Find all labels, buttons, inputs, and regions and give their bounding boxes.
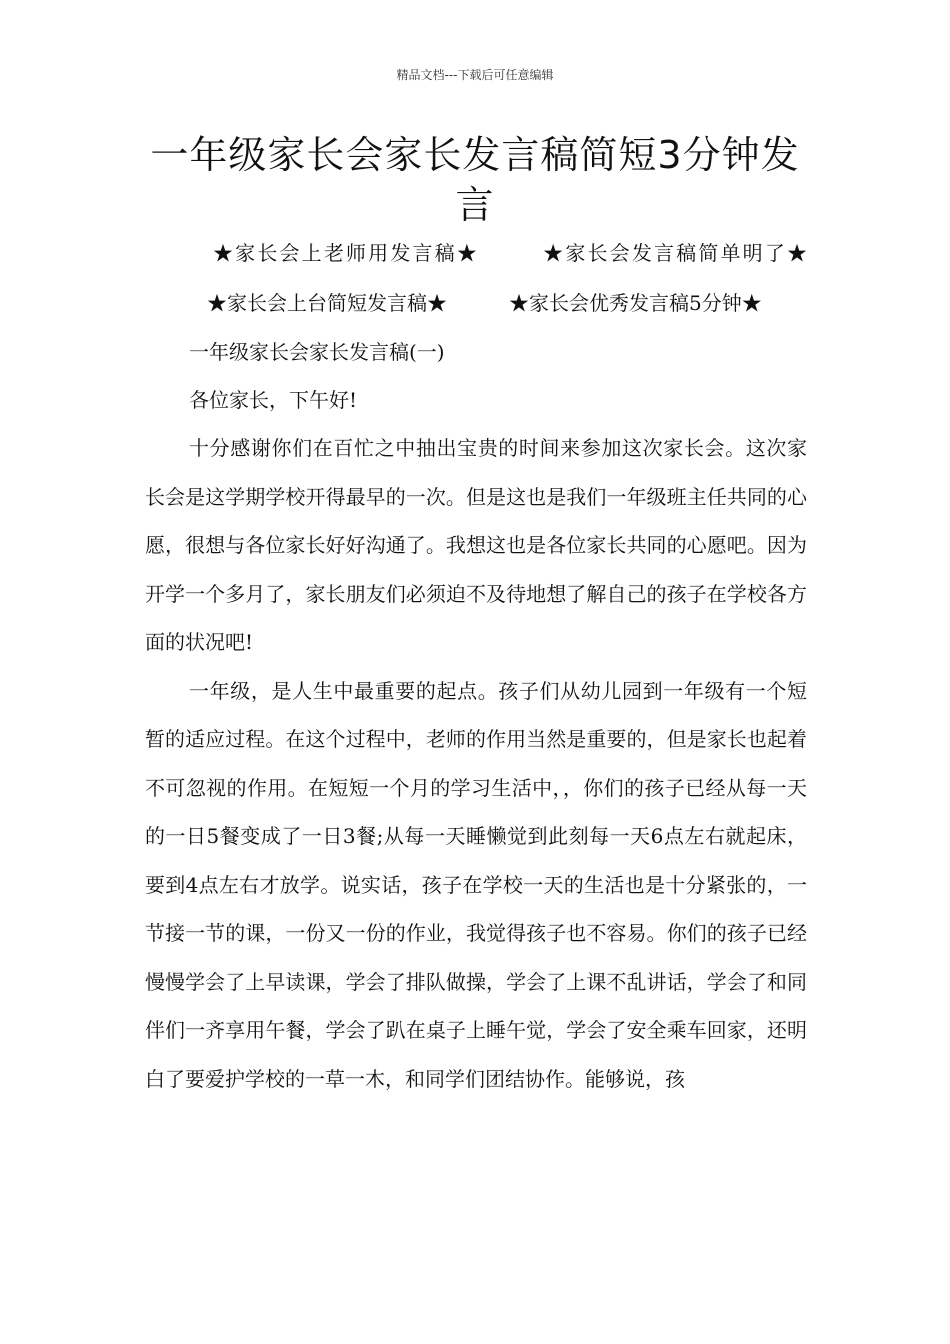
document-title: 一年级家长会家长发言稿简短3分钟发言 — [150, 133, 800, 227]
section-heading: 一年级家长会家长发言稿(一) — [189, 340, 445, 364]
document-body — [145, 228, 807, 1103]
related-link-2[interactable]: ★家长会发言稿简单明了★ — [541, 241, 807, 265]
related-link-3[interactable]: ★家长会上台简短发言稿★ — [207, 291, 447, 315]
greeting: 各位家长，下午好! — [189, 388, 358, 412]
related-link-1[interactable]: ★家长会上老师用发言稿★ — [213, 241, 479, 265]
body-paragraph: 一年级，是人生中最重要的起点。孩子们从幼儿园到一年级有一个短暂的适应过程。在这个过程中，老师的作用当然是重要的，但是家长也起着不可忽视的作用。在短短一个月的学习生活中，，你们的孩子已经从每一天的一日5餐变成了一日3餐;从每一天睡懒觉到此刻每一天6点左右就起床，要到4点左右才放学。说实话，孩子在学校一天的生活也是十分紧张的，一节接一节的课，一份又一份的作业，我觉得孩子也不容易。你们的孩子已经慢慢学会了上早读课，学会了排队做操，学会了上课不乱讲话，学会了和同伴们一齐享用午餐，学会了趴在桌子上睡午觉，学会了安全乘车回家，还明白了要爱护学校的一草一木，和同学们团结协作。能够说，孩 — [145, 678, 807, 1091]
body-paragraph: 十分感谢你们在百忙之中抽出宝贵的时间来参加这次家长会。这次家长会是这学期学校开得最早的一次。但是这也是我们一年级班主任共同的心愿，很想与各位家长好好沟通了。我想这也是各位家长共同的心愿吧。因为开学一个多月了，家长朋友们必须迫不及待地想了解自己的孩子在学校各方面的状况吧! — [145, 436, 807, 654]
related-link-4[interactable]: ★家长会优秀发言稿5分钟★ — [509, 291, 762, 315]
related-links — [145, 228, 807, 328]
page-header-watermark: 精品文档---下载后可任意编辑 — [396, 68, 554, 82]
